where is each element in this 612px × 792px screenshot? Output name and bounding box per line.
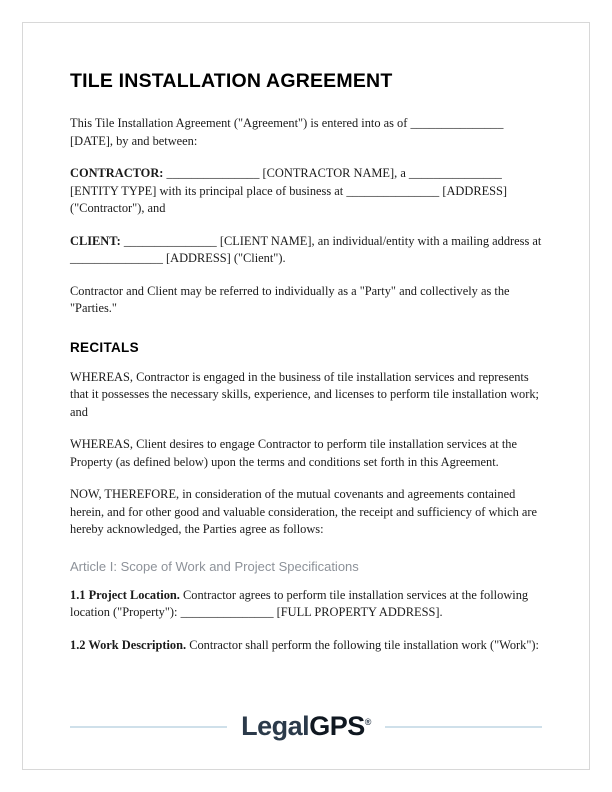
recital-paragraph-2: WHEREAS, Client desires to engage Contractor to perform tile installation services at the Property (as defined below) upon the terms and conditions set forth in this Agreement. (70, 437, 517, 469)
registered-trademark-icon: ® (364, 717, 371, 727)
contractor-label: CONTRACTOR: (70, 166, 164, 180)
intro-paragraph: This Tile Installation Agreement ("Agreement") is entered into as of _______________ [DATE], by and between: (70, 116, 504, 148)
logo-gps-text: GPS (309, 711, 365, 741)
parties-paragraph: Contractor and Client may be referred to individually as a "Party" and collectively as the "Parties." (70, 283, 510, 315)
logo-legal-text: Legal (241, 711, 310, 741)
clause-1-2-text: Contractor shall perform the following tile installation work ("Work"): (186, 637, 539, 652)
legalgps-logo (241, 713, 371, 740)
clause-1-1-label: 1.1 Project Location. (70, 587, 180, 602)
recital-paragraph-3: NOW, THEREFORE, in consideration of the mutual covenants and agreements contained herein, and for other good and valuable consideration, the receipt and sufficiency of which are hereby acknowledged, the Parties agree as follows: (70, 487, 537, 536)
contractor-text: _______________ [CONTRACTOR NAME], a _______________ [ENTITY TYPE] with its principal place of business at _______________ [ADDRESS] ("Contractor"), and (70, 166, 508, 215)
client-label: CLIENT: (70, 233, 121, 248)
article-1-heading: Article I: Scope of Work and Project Specifications (70, 558, 359, 574)
client-text: _______________ [CLIENT NAME], an individual/entity with a mailing address at _______________ [ADDRESS] ("Client"). (70, 233, 542, 265)
footer-rule-left (70, 726, 227, 728)
client-paragraph (70, 233, 542, 268)
page-footer (70, 713, 542, 740)
clause-1-1 (70, 587, 542, 622)
page-title: TILE INSTALLATION AGREEMENT (70, 70, 393, 92)
clause-1-2 (70, 637, 542, 655)
recitals-heading: RECITALS (70, 339, 139, 355)
footer-rule-right (385, 726, 542, 728)
contractor-paragraph (70, 165, 542, 218)
document-body (70, 70, 542, 669)
clause-1-1-text: Contractor agrees to perform tile installation services at the following location ("Property"): _______________ [FULL PROPERTY ADDRESS]. (70, 587, 529, 619)
clause-1-2-label: 1.2 Work Description. (70, 637, 187, 652)
recital-paragraph-1: WHEREAS, Contractor is engaged in the business of tile installation services and represents that it possesses the necessary skills, experience, and licenses to perform tile installation work; and (70, 369, 539, 419)
